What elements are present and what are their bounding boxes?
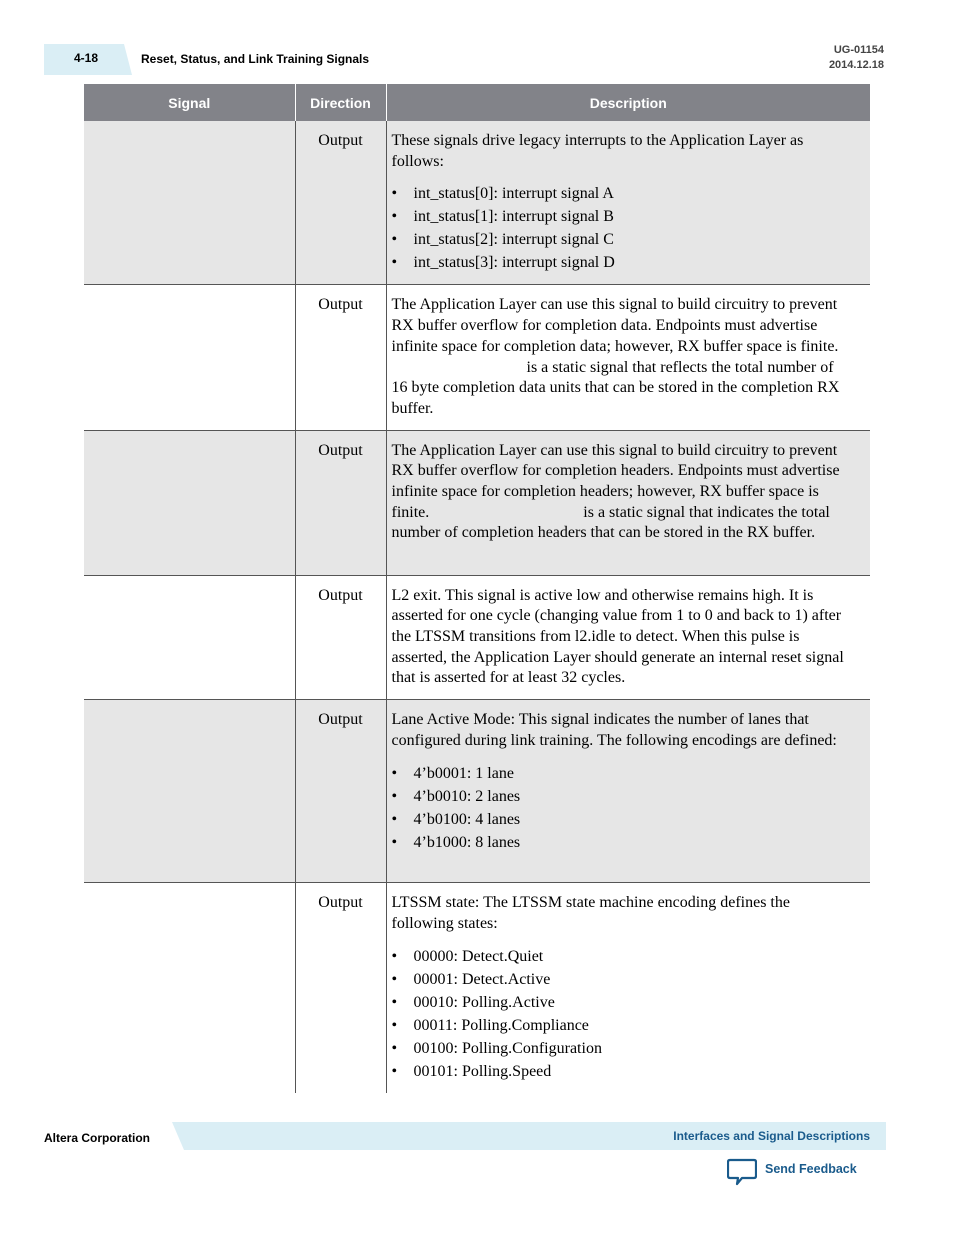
direction-cell: Output: [295, 883, 386, 1093]
description-cell: [386, 121, 870, 285]
bullet-list: [392, 762, 849, 854]
description-cell: [386, 285, 870, 430]
list-item: • 4’b0001: 1 lane: [392, 762, 849, 785]
column-header-signal: Signal: [84, 84, 295, 121]
send-feedback-link[interactable]: Send Feedback: [765, 1162, 857, 1176]
description-text: is a static signal that reflects the total number of 16 byte completion data units that can be stored in the completion RX buffer.: [391, 358, 840, 417]
list-item: • 00000: Detect.Quiet: [392, 945, 849, 968]
table-row: [84, 700, 870, 883]
list-item: • int_status[2]: interrupt signal C: [392, 228, 849, 251]
doc-date: 2014.12.18: [828, 59, 884, 71]
table-row: [84, 430, 870, 575]
signal-cell: [84, 883, 295, 1093]
table-row: [84, 575, 870, 700]
chapter-link[interactable]: Interfaces and Signal Descriptions: [673, 1129, 870, 1143]
list-item: • 00001: Detect.Active: [392, 968, 849, 991]
direction-cell: Output: [295, 121, 386, 285]
doc-info: [829, 43, 884, 73]
section-title: Reset, Status, and Link Training Signals: [141, 52, 370, 66]
list-item: • int_status[0]: interrupt signal A: [392, 182, 849, 205]
direction-cell: Output: [295, 430, 386, 575]
list-item: • 00101: Polling.Speed: [392, 1060, 849, 1083]
direction-cell: Output: [295, 575, 386, 700]
list-item: • 00010: Polling.Active: [392, 991, 849, 1014]
table-row: [84, 285, 870, 430]
signal-cell: [84, 121, 295, 285]
description-text: L2 exit. This signal is active low and otherwise remains high. It is asserted for one cycle (changing value from 1 to 0 and back to 1) after the LTSSM transitions from l2.idle to detect. When this pulse is asserted, the Application Layer should generate an internal reset signal that is asserted for at least 32 cycles.: [391, 586, 844, 687]
table-row: [84, 883, 870, 1093]
table-header-row: [84, 84, 870, 121]
description-cell: [386, 700, 870, 883]
description-text: The Application Layer can use this signal to build circuitry to prevent RX buffer overflow for completion headers. Endpoints must advertise infinite space for completion headers; however, RX buffer space is finite.: [391, 441, 840, 521]
description-text: LTSSM state: The LTSSM state machine encoding defines the following states:: [391, 894, 790, 932]
list-item: • int_status[3]: interrupt signal D: [392, 251, 849, 274]
column-header-description: Description: [386, 84, 870, 121]
description-text: These signals drive legacy interrupts to the Application Layer as follows:: [391, 132, 804, 170]
list-item: • 4’b1000: 8 lanes: [392, 831, 849, 854]
bullet-list: [392, 182, 849, 274]
table-row: [84, 121, 870, 285]
direction-cell: Output: [295, 700, 386, 883]
signal-cell: [84, 430, 295, 575]
list-item: • 00100: Polling.Configuration: [392, 1037, 849, 1060]
list-item: • 4’b0010: 2 lanes: [392, 785, 849, 808]
description-text: is a static signal that indicates the total number of completion headers that can be stored in the RX buffer.: [391, 503, 830, 542]
speech-bubble-icon[interactable]: [727, 1158, 757, 1186]
description-cell: [386, 883, 870, 1093]
description-text: The Application Layer can use this signal to build circuitry to prevent RX buffer overflow for completion data. Endpoints must advertise infinite space for completion data; however, RX buffer space is finite.: [391, 296, 839, 355]
list-item: • 00011: Polling.Compliance: [392, 1014, 849, 1037]
column-header-direction: Direction: [295, 84, 386, 121]
bullet-list: [392, 945, 849, 1083]
list-item: • 4’b0100: 4 lanes: [392, 808, 849, 831]
signal-cell: [84, 285, 295, 430]
doc-id: UG-01154: [833, 44, 884, 56]
description-cell: [386, 430, 870, 575]
list-item: • int_status[1]: interrupt signal B: [392, 205, 849, 228]
direction-cell: Output: [295, 285, 386, 430]
signal-table: [84, 84, 870, 1093]
company-name: Altera Corporation: [44, 1131, 151, 1145]
page-number: 4-18: [74, 51, 99, 65]
signal-cell: [84, 575, 295, 700]
signal-cell: [84, 700, 295, 883]
description-cell: [386, 575, 870, 700]
description-text: Lane Active Mode: This signal indicates the number of lanes that configured during link training. The following encodings are defined:: [391, 711, 837, 749]
